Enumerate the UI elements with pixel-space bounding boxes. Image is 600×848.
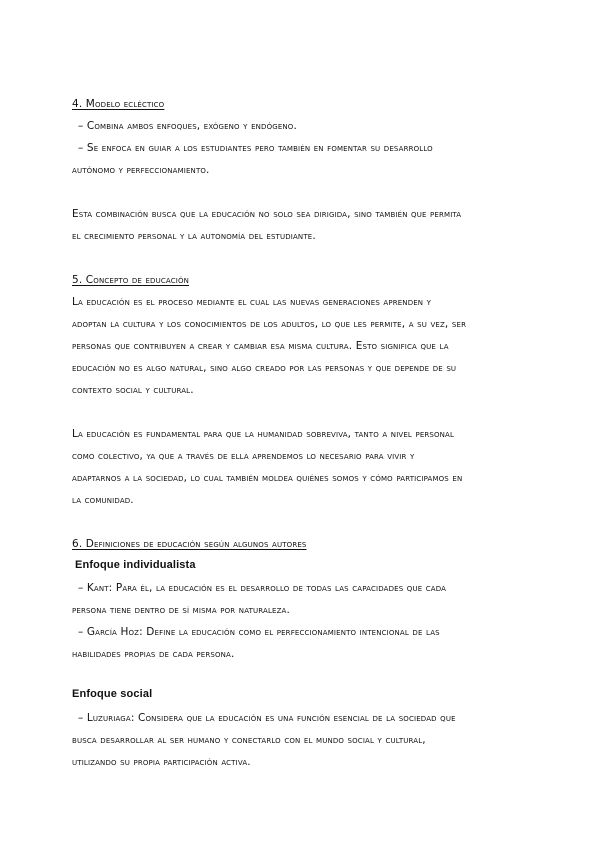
author-definition-line: – García Hoz: Define la educación como el perfeccionamiento intencional de las [78, 626, 440, 638]
section-4-bullet: – Se enfoca en guiar a los estudiantes pero también en fomentar su desarrollo [78, 142, 433, 154]
section-5-paragraph-line: como colectivo, ya que a través de ella aprendemos lo necesario para vivir y [72, 450, 415, 462]
section-5-title: 5. Concepto de educación [72, 274, 190, 286]
section-5-paragraph-line: personas que contribuyen a crear y cambiar esa misma cultura. Esto significa que la [72, 340, 449, 352]
individualista-heading: Enfoque individualista [75, 559, 196, 571]
section-6-title: 6. Definiciones de educación según algunos autores [72, 538, 307, 550]
section-4-bullet-continuation: autónomo y perfeccionamiento. [72, 164, 210, 176]
section-5-paragraph-line: La educación es fundamental para que la humanidad sobreviva, tanto a nivel personal [72, 428, 455, 440]
section-4-paragraph-line: Esta combinación busca que la educación no solo sea dirigida, sino también que permita [72, 208, 462, 220]
author-definition-line: – Luzuriaga: Considera que la educación es una función esencial de la sociedad que [78, 712, 456, 724]
author-definition-line: habilidades propias de cada persona. [72, 648, 235, 660]
section-4-bullet: – Combina ambos enfoques, exógeno y endógeno. [78, 120, 297, 132]
author-definition-line: busca desarrollar al ser humano y conectarlo con el mundo social y cultural, [72, 734, 426, 746]
section-5-paragraph-line: La educación es el proceso mediante el cual las nuevas generaciones aprenden y [72, 296, 432, 308]
section-4-paragraph-line: el crecimiento personal y la autonomía del estudiante. [72, 230, 316, 242]
author-definition-line: persona tiene dentro de sí misma por naturaleza. [72, 604, 290, 616]
section-4-title: 4. Modelo ecléctico [72, 98, 165, 110]
author-definition-line: utilizando su propia participación activa. [72, 756, 251, 768]
social-heading: Enfoque social [72, 688, 153, 700]
section-5-paragraph-line: adoptan la cultura y los conocimientos de los adultos, lo que les permite, a su vez, ser [72, 318, 467, 330]
section-5-paragraph-line: adaptarnos a la sociedad, lo cual también moldea quiénes somos y cómo participamos en [72, 472, 463, 484]
section-5-paragraph-line: educación no es algo natural, sino algo creado por las personas y que depende de su [72, 362, 457, 374]
section-5-paragraph-line: la comunidad. [72, 494, 134, 506]
section-5-paragraph-line: contexto social y cultural. [72, 384, 194, 396]
author-definition-line: – Kant: Para él, la educación es el desarrollo de todas las capacidades que cada [78, 582, 447, 594]
